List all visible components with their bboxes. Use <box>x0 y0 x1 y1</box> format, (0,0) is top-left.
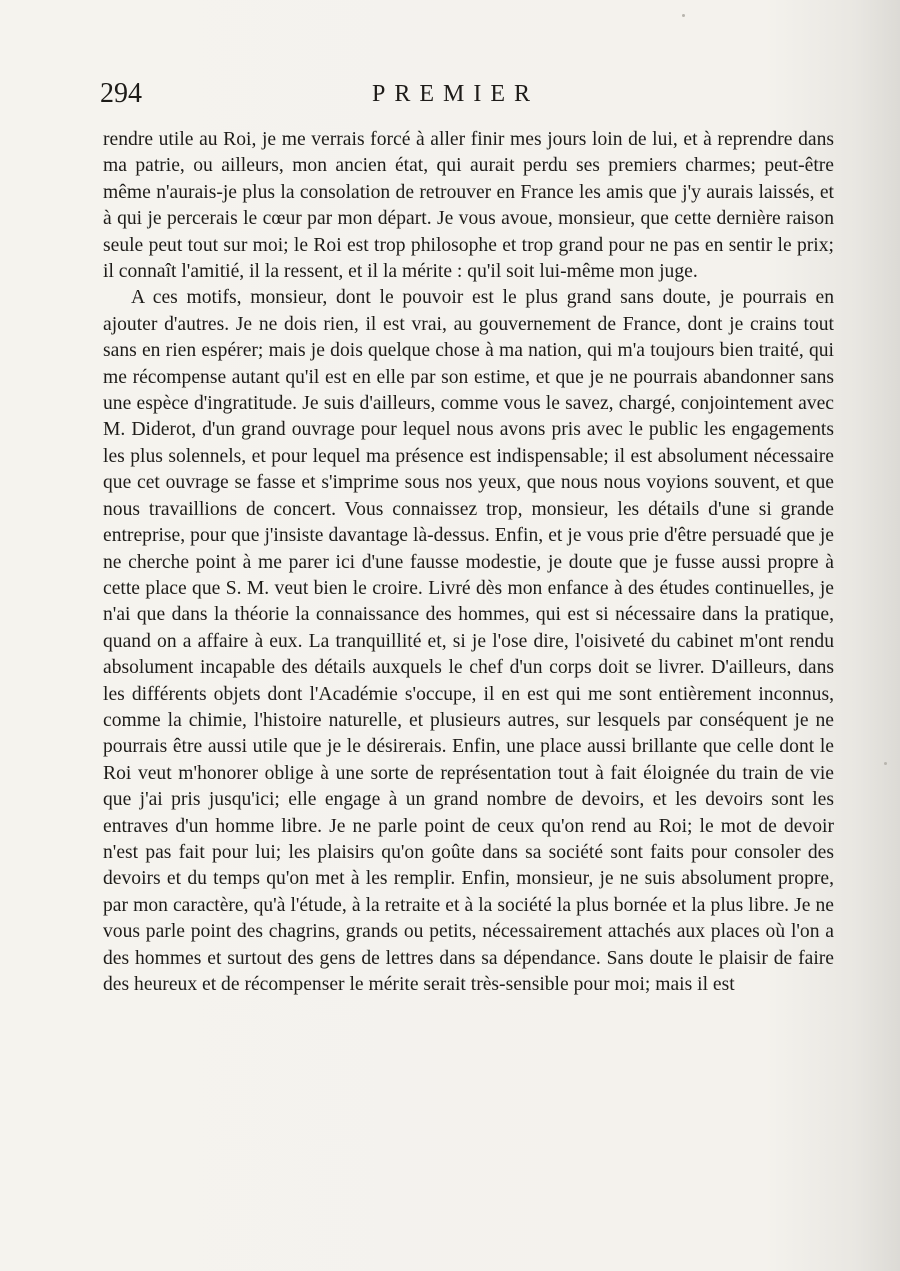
page-number: 294 <box>100 78 142 109</box>
running-title: PREMIER <box>372 81 540 107</box>
body-text <box>103 127 834 998</box>
paper-speck <box>884 762 887 765</box>
paragraph: rendre utile au Roi, je me verrais forcé à aller finir mes jours loin de lui, et à reprendre dans ma patrie, ou ailleurs, mon ancien état, qui aurait perdu ses premiers charmes; peut-être même n'aurais-je plus la consolation de retrouver en France les amis que j'y aurais laissés, et à qui je percerais le cœur par mon départ. Je vous avoue, monsieur, que cette dernière raison seule peut tout sur moi; le Roi est trop philosophe et trop grand pour ne pas en sentir le prix; il connaît l'amitié, il la ressent, et il la mérite : qu'il soit lui-même mon juge. <box>103 129 834 283</box>
paper-speck <box>682 14 685 17</box>
paragraph: A ces motifs, monsieur, dont le pouvoir est le plus grand sans doute, je pourrais en ajouter d'autres. Je ne dois rien, il est vrai, au gouvernement de France, dont je crains tout sans en rien espérer; mais je dois quelque chose à ma nation, qui m'a toujours bien traité, qui me récompense autant qu'il est en elle par son estime, et que je ne pourrais abandonner sans une espèce d'ingratitude. Je suis d'ailleurs, comme vous le savez, chargé, conjointement avec M. Diderot, d'un grand ouvrage pour lequel nous avons pris avec le public les engagements les plus solennels, et pour lequel ma présence est indispensable; il est absolument nécessaire que cet ouvrage se fasse et s'imprime sous nos yeux, que nous nous voyions souvent, et que nous travaillions de concert. Vous connaissez trop, monsieur, les détails d'une si grande entreprise, pour que j'insiste davantage là-dessus. Enfin, et je vous prie d'être persuadé que je ne cherche point à me parer ici d'une fausse modestie, je doute que je fusse aussi propre à cette place que S. M. veut bien le croire. Livré dès mon enfance à des études continuelles, je n'ai que dans la théorie la connaissance des hommes, qui est si nécessaire dans la pratique, quand on a affaire à eux. La tranquillité et, si je l'ose dire, l'oisiveté du cabinet m'ont rendu absolument incapable des détails auxquels le chef d'un corps doit se livrer. D'ailleurs, dans les différents objets dont l'Académie s'occupe, il en est qui me sont entièrement inconnus, comme la chimie, l'histoire naturelle, et plusieurs autres, sur lesquels par conséquent je ne pourrais être aussi utile que je le désirerais. Enfin, une place aussi brillante que celle dont le Roi veut m'honorer oblige à une sorte de représentation tout à fait éloignée du train de vie que j'ai pris jusqu'ici; elle engage à un grand nombre de devoirs, et les devoirs sont les entraves d'un homme libre. Je ne parle point de ceux qu'on rend au Roi; le mot de devoir n'est pas fait pour lui; les plaisirs qu'on goûte dans sa société sont faits pour consoler des devoirs et du temps qu'on met à les remplir. Enfin, monsieur, je ne suis absolument propre, par mon caractère, qu'à l'étude, à la retraite et à la société la plus bornée et la plus libre. Je ne vous parle point des chagrins, grands ou petits, nécessairement attachés aux places où l'on a des hommes et surtout des gens de lettres dans sa dépendance. Sans doute le plaisir de faire des heureux et de récompenser le mérite serait très-sensible pour moi; mais il est <box>103 287 834 995</box>
